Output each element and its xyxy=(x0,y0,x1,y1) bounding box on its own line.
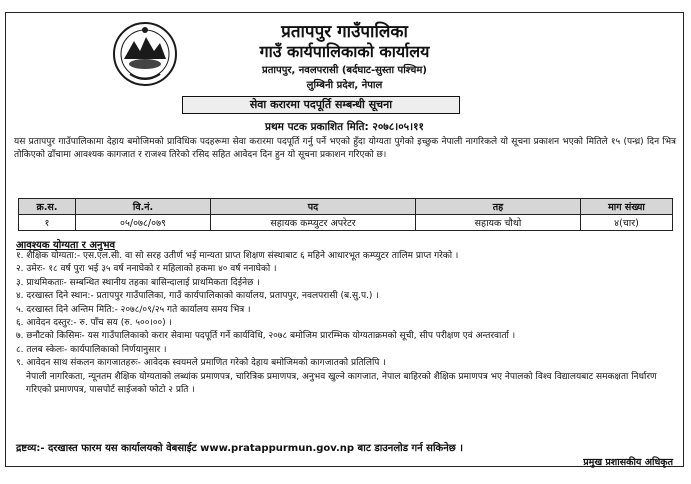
col-post: पद xyxy=(211,199,416,215)
notice-intro: यस प्रतापपुर गाउँपालिकामा देहाय बमोजिमको प्राविधिक पदहरूमा सेवा करारमा पदपूर्ति गर्नु पर्ने भएको हुँदा योग्यता पुगेको इच्छुक नेपाली नागरिकले यो सूचना प्रकाशन भएको मितिले १५ (पन्ध्र) दिन भित्र तोकिएको ढाँचामा आवश्यक कागजात र राजश्व तिरेको रसिद सहित आवेदन दिन हुन यो सूचना प्रकाशन गरिएको छ। xyxy=(14,137,676,160)
list-item: ८. तलब स्केलः- कार्यपालिकाको निर्णयानुसार । xyxy=(16,344,167,355)
cell-serial: १ xyxy=(19,215,76,231)
office-subtitle: गाउँ कार्यपालिकाको कार्यालय xyxy=(259,42,430,61)
table-row xyxy=(19,215,673,231)
notice-document xyxy=(5,12,684,467)
list-item: ९. आवेदन साथ संकलन कागजातहरुः- आवेदक स्वयमले प्रमाणित गरेको देहाय बमोजिमको कागजातको प्रतिलिपि । xyxy=(16,358,386,369)
signature-title: प्रमुख प्रशासकीय अधिकृत xyxy=(583,457,673,468)
required-documents-list: नेपाली नागरिकता, न्यूनतम शैक्षिक योग्यताको लब्धांक प्रमाणपत्र, चारित्रिक प्रमाणपत्र, अनुभव खुल्ने कागजात, नेपाल बाहिरको शैक्षिक प्रमाणपत्र भए नेपालको विश्व विद्यालयबाट समकक्षता निर्धारण गरिएको प्रमाणपत्र, पासपोर्ट साईजको फोटो २ प्रति । xyxy=(26,371,657,396)
cell-post: सहायक कम्प्युटर अपरेटर xyxy=(211,215,416,231)
requirements-title: आवश्यक योग्यता र अनुभव xyxy=(16,240,116,251)
previous-page-strip xyxy=(0,0,691,8)
col-serial: क्र.स. xyxy=(19,199,76,215)
office-title: प्रतापपुर गाउँपालिका xyxy=(281,22,408,42)
col-demand: माग संख्या xyxy=(581,199,673,215)
list-item: ७. छनौटको किसिमः- यस गाउँपालिकाको करार सेवामा पदपूर्ति गर्ने कार्यविधि, २०७८ बमोजिम प्रारम्भिक योग्यताक्रमको सूची, सीप परीक्षण एवं अन्तरवार्ता । xyxy=(16,331,516,342)
list-item: ३. प्राथमिकताः- सम्बन्धित स्थानीय तहका बासिन्दालाई प्राथमिकता दिईनेछ । xyxy=(16,277,260,288)
office-address: प्रतापपुर, नवलपरासी (बर्दघाट-सुस्ता पश्चिम) xyxy=(262,65,427,76)
first-published-date: प्रथम पटक प्रकाशित मिति: २०७८।०५।११ xyxy=(264,121,425,133)
col-ad-number: वि.नं. xyxy=(76,199,211,215)
cell-level: सहायक चौथो xyxy=(416,215,581,231)
cell-ad-number: ०५/०७८/०७९ xyxy=(76,215,211,231)
notice-title: सेवा करारमा पदपूर्ति सम्बन्धी सूचना xyxy=(182,96,460,114)
list-item: ५. दरखास्त दिने अन्तिम मिति:- २०७८/०९/२५ गते कार्यालय समय भित्र । xyxy=(16,304,251,315)
table-header-row xyxy=(19,199,673,215)
list-item: १. शैक्षिक योग्यता:- एस.एल.सी. वा सो सरह उतीर्ण भई मान्यता प्राप्त शिक्षण संस्थाबाट ६ महिने आधारभूत कम्प्युटर तालिम प्राप्त गरेको । xyxy=(16,251,459,261)
vacancy-table xyxy=(18,198,673,231)
cell-demand: ४(चार) xyxy=(581,215,673,231)
download-note: द्रष्टव्य:- दरखास्त फारम यस कार्यालयको वेबसाईट www.pratappurmun.gov.np बाट डाउनलोड गर्न सकिनेछ । xyxy=(16,443,464,454)
requirements-list xyxy=(16,250,676,397)
list-item: ६. आवेदन दस्तुर:- रु. पाँच सय (रु. ५००।००) । xyxy=(16,318,172,329)
col-level: तह xyxy=(416,199,581,215)
office-province: लुम्बिनी प्रदेश, नेपाल xyxy=(306,80,383,91)
list-item: ४. दरखास्त दिने स्थान:- प्रतापपुर गाउँपालिका, गाउँ कार्यपालिकाको कार्यालय, प्रतापपुर, नवलपरासी (ब.सु.प.) । xyxy=(16,291,379,302)
list-item: २. उमेरः- १८ वर्ष पुरा भई ३५ वर्ष ननाघेको र महिलाको हकमा ४० वर्ष ननाघेको । xyxy=(16,264,277,275)
